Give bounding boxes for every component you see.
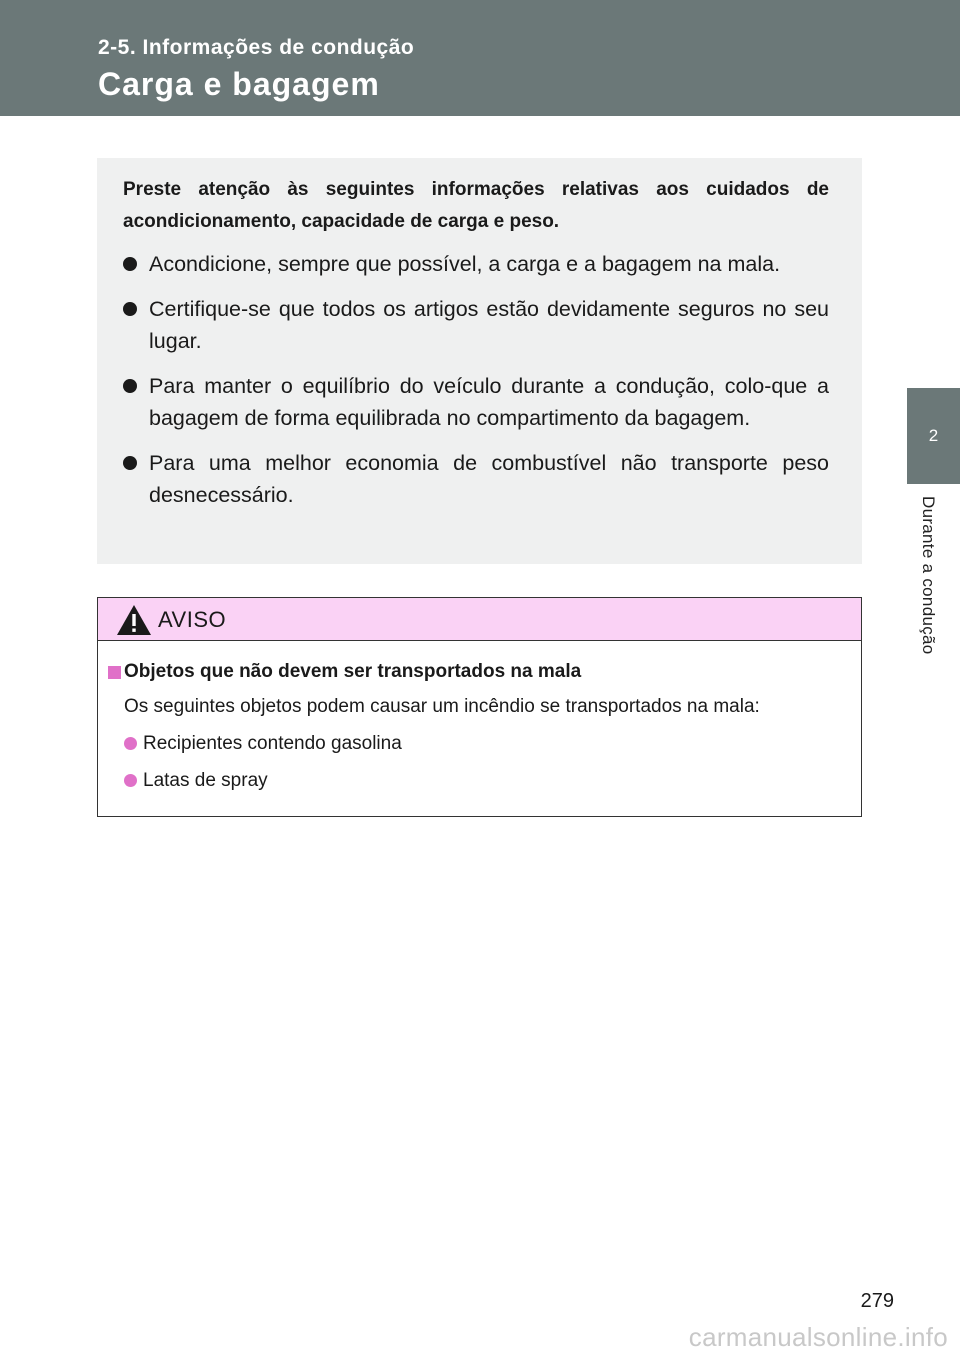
- warning-item-text: Latas de spray: [143, 770, 268, 791]
- square-bullet-icon: [108, 666, 121, 679]
- warning-box: [97, 597, 862, 817]
- warning-triangle-icon: [116, 604, 152, 636]
- chapter-label: Durante a condução: [919, 496, 938, 655]
- bullet-icon: [123, 302, 137, 316]
- warning-item-text: Recipientes contendo gasolina: [143, 733, 402, 754]
- bullet-icon: [124, 774, 137, 787]
- info-item-text: Para uma melhor economia de combustível não transporte peso desnecessário.: [149, 451, 829, 507]
- bullet-icon: [123, 379, 137, 393]
- page-number: 279: [860, 1290, 894, 1312]
- page-title: Carga e bagagem: [98, 66, 380, 102]
- warning-header: [98, 598, 861, 641]
- bullet-icon: [123, 257, 137, 271]
- warning-item: [106, 725, 849, 762]
- chapter-number: 2: [928, 426, 939, 445]
- info-item-text: Acondicione, sempre que possível, a carga e a bagagem na mala.: [149, 252, 781, 276]
- info-item-text: Certifique-se que todos os artigos estão devidamente seguros no seu lugar.: [149, 297, 829, 353]
- watermark: carmanualsonline.info: [688, 1322, 948, 1352]
- info-item: [123, 293, 829, 357]
- chapter-tab: [907, 388, 960, 484]
- info-intro: Preste atenção às seguintes informações relativas aos cuidados de acondicionamento, capacidade de carga e peso.: [123, 179, 829, 232]
- section-label: 2-5. Informações de condução: [98, 36, 415, 59]
- warning-heading-text: Objetos que não devem ser transportados na mala: [124, 661, 582, 682]
- warning-text: Os seguintes objetos podem causar um incêndio se transportados na mala:: [124, 696, 760, 717]
- info-item: [123, 248, 829, 280]
- bullet-icon: [124, 737, 137, 750]
- page-header: [0, 0, 960, 116]
- info-box: [97, 158, 862, 564]
- info-item-text: Para manter o equilíbrio do veículo durante a condução, colo-que a bagagem de forma equilibrada no compartimento da bagagem.: [149, 374, 829, 430]
- warning-heading: [106, 655, 849, 689]
- info-item: [123, 447, 829, 511]
- info-item: [123, 370, 829, 434]
- warning-title: AVISO: [158, 607, 227, 632]
- warning-body: [98, 641, 861, 799]
- warning-item: [106, 762, 849, 799]
- bullet-icon: [123, 456, 137, 470]
